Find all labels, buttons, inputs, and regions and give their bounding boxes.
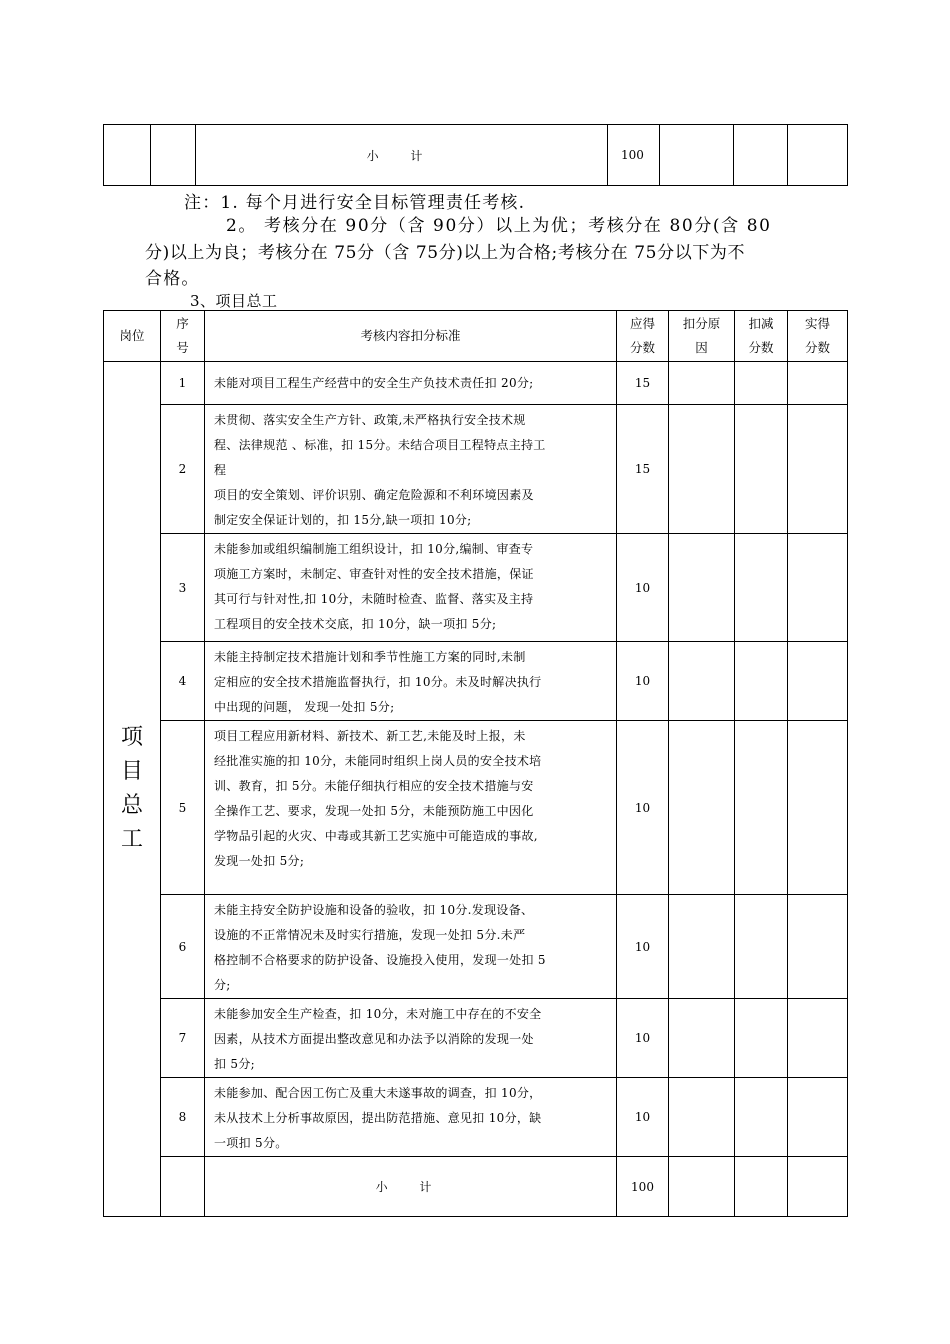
subtotal-label: 小 计 (196, 125, 608, 186)
note-line-4: 合格。 (145, 269, 200, 289)
content-line: 未从技术上分析事故原因，提出防范措施、意见扣 10分，缺 (214, 1111, 542, 1125)
row-reason (669, 534, 735, 642)
header-seq-line1: 序 (176, 316, 189, 331)
content-line: 中出现的问题， 发现一处扣 5分; (214, 700, 395, 714)
row-content (205, 534, 617, 642)
row-actual (788, 895, 848, 999)
subtotal-row (104, 1157, 848, 1217)
row-reason (669, 721, 735, 895)
header-seq-line2: 号 (176, 340, 189, 355)
post-char: 总 (120, 793, 143, 818)
empty-cell (669, 1157, 735, 1217)
row-seq: 2 (161, 405, 205, 534)
subtotal-score: 100 (617, 1157, 669, 1217)
row-deduct (735, 642, 788, 721)
content-line: 扣 5分; (214, 1057, 255, 1071)
row-actual (788, 642, 848, 721)
content-line: 项施工方案时，未制定、审查针对性的安全技术措施，保证 (214, 567, 534, 581)
content-line: 未能主持制定技术措施计划和季节性施工方案的同时,未制 (214, 650, 526, 664)
note-line-3: 分)以上为良；考核分在 75分（含 75分)以上为合格;考核分在 75分以下为不 (145, 243, 746, 263)
row-reason (669, 895, 735, 999)
table-row (104, 895, 848, 999)
row-score: 10 (617, 642, 669, 721)
row-reason (669, 1078, 735, 1157)
empty-cell (788, 1157, 848, 1217)
content-line: 学物品引起的火灾、中毒或其新工艺实施中可能造成的事故, (214, 829, 538, 843)
row-score: 15 (617, 362, 669, 405)
table-row (104, 721, 848, 895)
content-line: 工程项目的安全技术交底，扣 10分，缺一项扣 5分; (214, 617, 497, 631)
header-deduct-line1: 扣减 (748, 316, 774, 331)
post-char: 工 (120, 827, 143, 852)
row-content (205, 642, 617, 721)
row-seq: 6 (161, 895, 205, 999)
header-content: 考核内容扣分标准 (205, 311, 617, 362)
note-line-1: 注：1. 每个月进行安全目标管理责任考核. (184, 193, 526, 213)
section-title: 3、项目总工 (190, 292, 278, 310)
row-content (205, 721, 617, 895)
subtotal-label: 小 计 (205, 1157, 617, 1217)
post-char: 项 (120, 725, 143, 750)
post-cell (104, 362, 161, 1217)
content-line: 因素，从技术方面提出整改意见和办法予以消除的发现一处 (214, 1032, 534, 1046)
row-seq: 1 (161, 362, 205, 405)
row-actual (788, 362, 848, 405)
content-line: 未贯彻、落实安全生产方针、政策,未严格执行安全技术规 (214, 413, 526, 427)
row-actual (788, 999, 848, 1078)
content-line: 训、教育，扣 5分。未能仔细执行相应的安全技术措施与安 (214, 779, 534, 793)
content-line: 设施的不正常情况未及时实行措施，发现一处扣 5分.未严 (214, 928, 526, 942)
header-due-line1: 应得 (629, 316, 655, 331)
empty-cell (788, 125, 848, 186)
content-line: 制定安全保证计划的，扣 15分,缺一项扣 10分; (214, 513, 472, 527)
header-due (617, 311, 669, 362)
table-row (104, 405, 848, 534)
header-actual-line2: 分数 (804, 340, 830, 355)
content-line: 分; (214, 978, 231, 992)
row-content (205, 999, 617, 1078)
row-deduct (735, 895, 788, 999)
note-line-2: 2。 考核分在 90分（含 90分）以上为优；考核分在 80分(含 80 (226, 216, 772, 236)
content-line: 未能主持安全防护设施和设备的验收，扣 10分.发现设备、 (214, 903, 534, 917)
header-reason-line1: 扣分原 (682, 316, 721, 331)
content-line: 未能对项目工程生产经营中的安全生产负技术责任扣 20分; (214, 375, 534, 390)
content-line: 格控制不合格要求的防护设备、设施投入使用，发现一处扣 5 (214, 953, 546, 967)
table-row (104, 534, 848, 642)
row-seq: 5 (161, 721, 205, 895)
empty-cell (151, 125, 196, 186)
content-line: 定相应的安全技术措施监督执行，扣 10分。未及时解决执行 (214, 675, 542, 689)
header-reason-line2: 因 (695, 340, 708, 355)
header-reason (669, 311, 735, 362)
table-row (104, 999, 848, 1078)
content-line: 未能参加、配合因工伤亡及重大未遂事故的调查，扣 10分， (214, 1086, 542, 1100)
content-line: 未能参加或组织编制施工组织设计，扣 10分,编制、审查专 (214, 542, 534, 556)
row-reason (669, 999, 735, 1078)
row-reason (669, 405, 735, 534)
header-post: 岗位 (104, 311, 161, 362)
content-line: 项目的安全策划、评价识别、确定危险源和不利环境因素及 (214, 488, 534, 502)
row-deduct (735, 405, 788, 534)
row-deduct (735, 721, 788, 895)
row-score: 10 (617, 721, 669, 895)
content-line: 程、法律规范 、标准，扣 15分。未结合项目工程特点主持工 (214, 438, 546, 452)
row-seq: 3 (161, 534, 205, 642)
assessment-table (103, 310, 848, 1217)
subtotal-row (104, 125, 848, 186)
post-char: 目 (120, 759, 143, 784)
content-line: 其可行与针对性,扣 10分，未随时检查、监督、落实及主持 (214, 592, 534, 606)
row-seq: 7 (161, 999, 205, 1078)
row-content (205, 895, 617, 999)
row-reason (669, 362, 735, 405)
row-score: 10 (617, 1078, 669, 1157)
row-seq: 4 (161, 642, 205, 721)
table-row (104, 1078, 848, 1157)
row-score: 10 (617, 534, 669, 642)
header-seq (161, 311, 205, 362)
header-actual-line1: 实得 (804, 316, 830, 331)
empty-cell (734, 125, 788, 186)
row-reason (669, 642, 735, 721)
empty-cell (161, 1157, 205, 1217)
row-score: 10 (617, 895, 669, 999)
row-score: 10 (617, 999, 669, 1078)
row-content (205, 405, 617, 534)
header-actual (788, 311, 848, 362)
row-seq: 8 (161, 1078, 205, 1157)
row-actual (788, 1078, 848, 1157)
empty-cell (104, 125, 151, 186)
previous-table-subtotal (103, 124, 848, 186)
row-actual (788, 721, 848, 895)
table-row (104, 362, 848, 405)
row-deduct (735, 362, 788, 405)
header-deduct-line2: 分数 (748, 340, 774, 355)
row-deduct (735, 1078, 788, 1157)
header-deduct (735, 311, 788, 362)
content-line: 程 (214, 463, 227, 477)
content-line: 经批准实施的扣 10分，未能同时组织上岗人员的安全技术培 (214, 754, 542, 768)
subtotal-score: 100 (608, 125, 660, 186)
content-line: 全操作工艺、要求，发现一处扣 5分，未能预防施工中因化 (214, 804, 534, 818)
content-line: 发现一处扣 5分; (214, 854, 305, 868)
row-score: 15 (617, 405, 669, 534)
empty-cell (735, 1157, 788, 1217)
row-actual (788, 405, 848, 534)
row-content (205, 1078, 617, 1157)
row-content (205, 362, 617, 405)
header-row (104, 311, 848, 362)
content-line: 一项扣 5分。 (214, 1136, 288, 1150)
header-due-line2: 分数 (629, 340, 655, 355)
empty-cell (660, 125, 734, 186)
row-actual (788, 534, 848, 642)
content-line: 未能参加安全生产检查，扣 10分，未对施工中存在的不安全 (214, 1007, 542, 1021)
row-deduct (735, 534, 788, 642)
table-row (104, 642, 848, 721)
row-deduct (735, 999, 788, 1078)
content-line: 项目工程应用新材料、新技术、新工艺,未能及时上报，未 (214, 729, 526, 743)
